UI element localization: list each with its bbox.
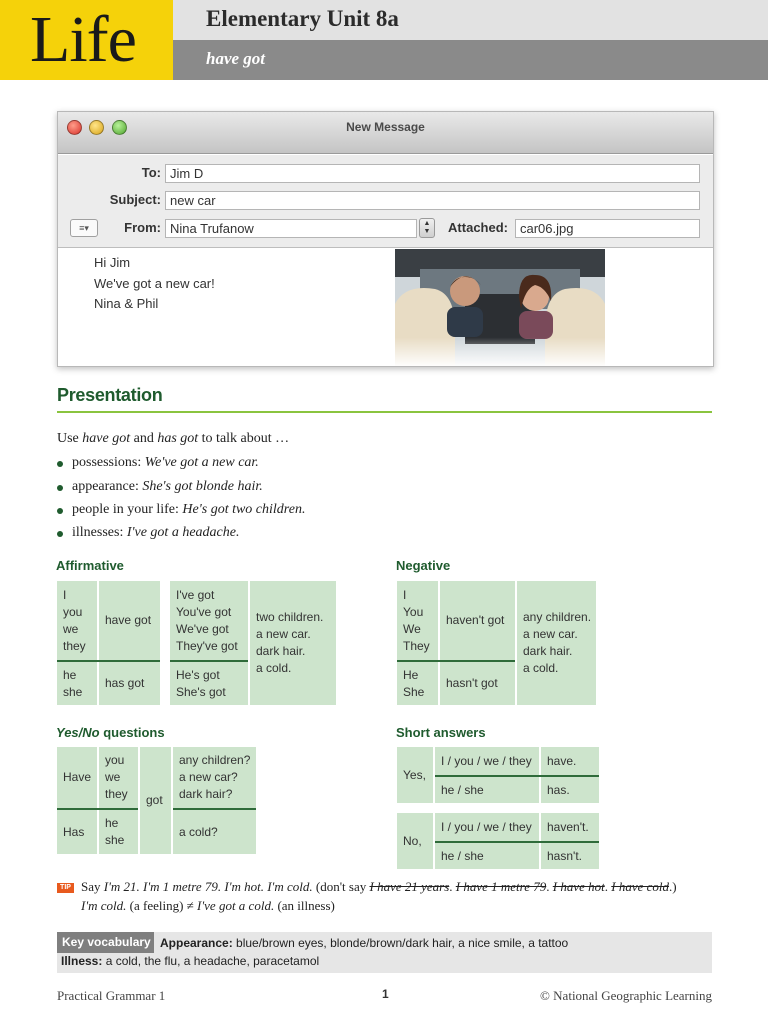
presentation-heading: Presentation [57,385,163,405]
title-bar [173,0,768,40]
question-objects-plural: any children? a new car? dark hair? [173,747,256,808]
to-field[interactable]: Jim D [165,164,700,183]
page-subtitle: have got [206,49,266,68]
affirmative-contractions-singular: He's got She's got [170,662,248,705]
question-pronouns-singular: he she [99,810,138,854]
key-vocabulary-box [57,932,712,973]
short-answer-no-singular-subjects: he / she [435,843,539,869]
bullet-icon [57,485,63,491]
tip-line-1: Say I'm 21. I'm 1 metre 79. I'm hot. I'm cold. (don't say I have 21 years. I have 1 metre 79. I have hot. I have cold.) [81,879,677,894]
tip-badge: TIP [57,883,74,893]
page-title: Elementary Unit 8a [206,6,399,31]
subject-label: Subject: [109,192,161,207]
mail-body-message: We've got a new car! [94,276,215,291]
brand-logo: Life [30,3,136,76]
from-label: From: [124,220,161,235]
mail-titlebar [58,112,713,154]
list-menu-button[interactable]: ≡▾ [70,219,98,237]
subtitle-bar [173,40,768,80]
short-answer-yes: Yes, [397,747,433,803]
questions-heading: Yes/No questions [56,725,165,740]
short-answer-no-plural-subjects: I / you / we / they [435,813,539,841]
short-answer-yes-plural-subjects: I / you / we / they [435,747,539,775]
attached-label: Attached: [448,220,508,235]
intro-text: Use have got and has got to talk about … [57,431,290,446]
affirmative-have-got: have got [99,581,160,660]
from-field[interactable]: Nina Trufanow [165,219,417,238]
key-vocabulary-badge: Key vocabulary [57,932,154,953]
brand-logo-block [0,0,173,80]
affirmative-objects: two children. a new car. dark hair. a cold. [250,581,336,705]
to-label: To: [141,165,161,180]
attached-car-photo [395,249,605,367]
short-answer-have: have. [541,747,599,775]
short-answer-havent: haven't. [541,813,599,841]
page-number: 1 [382,987,389,1001]
from-stepper-icon[interactable]: ▲ ▼ [419,218,435,238]
mail-body-greeting: Hi Jim [94,255,131,270]
bullet-illnesses: illnesses: I've got a headache. [72,525,240,540]
bullet-appearance: appearance: She's got blonde hair. [72,479,263,494]
subject-field[interactable]: new car [165,191,700,210]
question-pronouns-plural: you we they [99,747,138,808]
section-divider [57,411,712,413]
mail-body-signature: Nina & Phil [94,296,159,311]
affirmative-heading: Affirmative [56,558,124,573]
affirmative-has-got: has got [99,662,160,705]
short-answer-no: No, [397,813,433,869]
question-has: Has [57,810,97,854]
negative-heading: Negative [396,558,451,573]
mail-window [57,111,714,367]
negative-havent-got: haven't got [440,581,515,660]
short-answer-yes-singular-subjects: he / she [435,777,539,803]
negative-hasnt-got: hasn't got [440,662,515,705]
question-have: Have [57,747,97,808]
question-objects-singular: a cold? [173,810,256,854]
footer-copyright: © National Geographic Learning [540,988,712,1003]
negative-pronouns-plural: I You We They [397,581,438,660]
negative-pronouns-singular: He She [397,662,438,705]
tip-line-2: I'm cold. (a feeling) ≠ I've got a cold. (an illness) [81,898,335,913]
affirmative-contractions-plural: I've got You've got We've got They've got [170,581,248,660]
short-answer-has: has. [541,777,599,803]
attached-field[interactable]: car06.jpg [515,219,700,238]
negative-objects: any children. a new car. dark hair. a cold. [517,581,596,705]
mail-window-title: New Message [346,120,425,134]
vocab-appearance: Appearance: blue/brown eyes, blonde/brown/dark hair, a nice smile, a tattoo [160,936,569,950]
bullet-icon [57,531,63,537]
bullet-possessions: possessions: We've got a new car. [72,455,259,470]
mail-header-fields [58,155,713,248]
short-answers-heading: Short answers [396,725,486,740]
vocab-illness: Illness: a cold, the flu, a headache, paracetamol [61,954,320,968]
question-got: got [140,747,171,854]
bullet-people: people in your life: He's got two children. [72,502,306,517]
footer-book-title: Practical Grammar 1 [57,988,166,1003]
bullet-icon [57,461,63,467]
affirmative-pronouns-singular: he she [57,662,97,705]
short-answer-hasnt: hasn't. [541,843,599,869]
affirmative-pronouns-plural: I you we they [57,581,97,660]
bullet-icon [57,508,63,514]
